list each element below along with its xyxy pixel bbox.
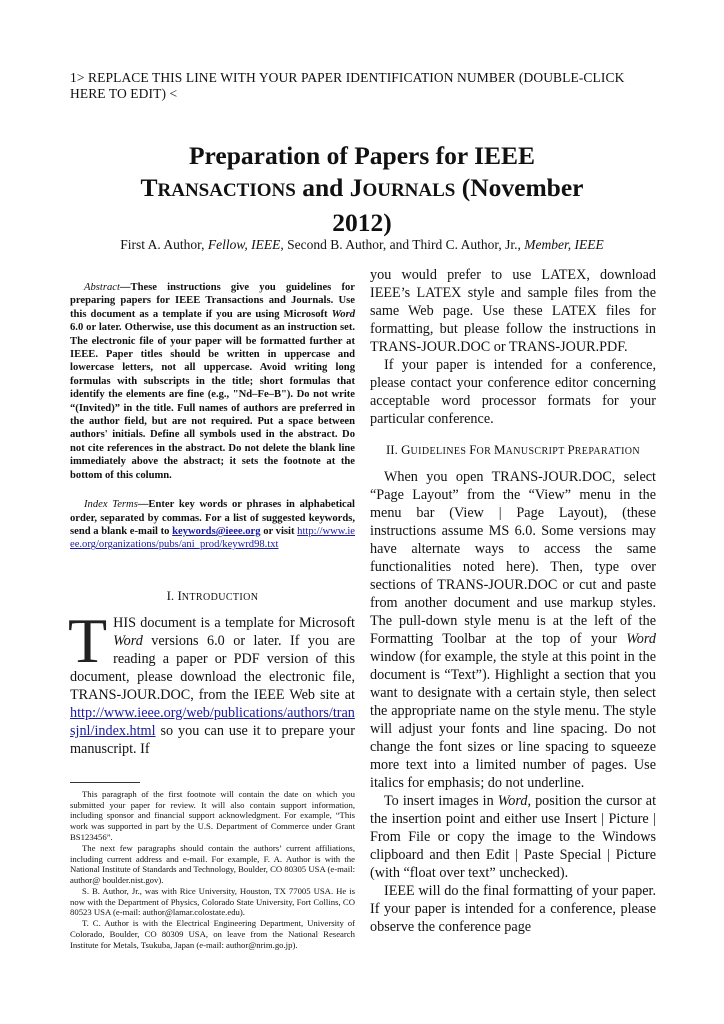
body-paragraph: To insert images in Word, position the cursor at the insertion point and either use Insert | Picture | From File or copy the image to the Windows clipboard and then Edit | Paste Special | Picture (with “float over text” unchecked). (370, 793, 657, 881)
ieee-web-link[interactable]: http://www.ieee.org/web/publications/authors/transjnl/index.html (70, 704, 355, 739)
left-column (70, 266, 355, 951)
keywords-url-link[interactable]: http://www.ieee.org/organizations/pubs/ani_prod/keywrd98.txt (70, 525, 356, 551)
drop-cap: T (68, 604, 108, 676)
body-paragraph: If your paper is intended for a conference, please contact your conference editor concerning acceptable word processor formats for your particular conference. (370, 357, 656, 427)
title-line-2: TRANSACTIONS and JOURNALS (November (140, 173, 584, 202)
author-line: First A. Author, Fellow, IEEE, Second B. Author, and Third C. Author, Jr., Member, IEEE (120, 237, 604, 252)
footnote-item: S. B. Author, Jr., was with Rice University, Houston, TX 77005 USA. He is now with the Department of Physics, Colorado State University, Fort Collins, CO 80523 USA (e-mail: author@lamar.colostate.edu). (70, 885, 355, 918)
body-paragraph: When you open TRANS-JOUR.DOC, select “Page Layout” from the “View” menu in the menu bar (View | Page Layout), (these instructions assume MS 6.0. Some versions may have alternate ways to access the same functionalities noted here). Then, type over sections of TRANS-JOUR.DOC or cut and paste from another document and use markup styles. The pull-down style menu is at the left of the Formatting Toolbar at the top of your Word window (for example, the style at this point in the document is “Text”). Highlight a section that you want to designate with a certain style, then select the appropriate name on the style menu. The style will adjust your fonts and line spacing. Do not change the font sizes or line spacing to squeeze more text into a limited number of pages. Use italics for emphasis; do not underline. (370, 469, 656, 791)
footnote-item: T. C. Author is with the Electrical Engineering Department, University of Colorado, Boulder, CO 80309 USA, on leave from the National Research Institute for Metals, Tsukuba, Japan (e-mail: author@nrim.go.jp). (70, 918, 355, 950)
footnote-item: The next few paragraphs should contain the authors’ current affiliations, including current address and e-mail. For example, F. A. Author is with the National Institute of Standards and Technology, Boulder, CO 80305 USA (e-mail: author@ boulder.nist.gov). (70, 842, 355, 886)
footnote-divider (70, 782, 140, 783)
right-column (370, 266, 656, 936)
section-heading-guidelines: II. GUIDELINES FOR MANUSCRIPT PREPARATION (385, 442, 641, 457)
section-heading-introduction: I. INTRODUCTION (166, 587, 259, 603)
intro-paragraph: HIS document is a template for Microsoft Word versions 6.0 or later. If you are reading a paper or PDF version of this document, please download the electronic file, TRANS-JOUR.DOC, from the IEEE Web site at http://www.ieee.org/web/publications/authors/transjnl/index.html so you can use it to prepare your manuscript. If (70, 614, 355, 757)
running-header[interactable]: 1> REPLACE THIS LINE WITH YOUR PAPER IDENTIFICATION NUMBER (DOUBLE-CLICK HERE TO EDIT) < (70, 70, 625, 101)
title-line-1: Preparation of Papers for IEEE (188, 141, 536, 170)
paper-title (60, 140, 664, 239)
keywords-email-link[interactable]: keywords@ieee.org (172, 525, 261, 537)
abstract: Abstract—These instructions give you guidelines for preparing papers for IEEE Transactions and Journals. Use this document as a template if you are using Microsoft Word 6.0 or later. Otherwise, use this document as an instruction set. The electronic file of your paper will be formatted further at IEEE. Paper titles should be written in uppercase and lowercase letters, not all uppercase. Avoid writing long formulas with subscripts in the title; short formulas that identify the elements are fine (e.g., "Nd–Fe–B"). Do not write “(Invited)” in the title. Full names of authors are preferred in the author field, but are not required. Put a space between authors' initials. Define all symbols used in the abstract. Do not cite references in the abstract. Do not delete the blank line immediately above the abstract; it sets the footnote at the bottom of this column. (70, 282, 355, 481)
body-paragraph: IEEE will do the final formatting of your paper. If your paper is intended for a conference, please observe the conference page (370, 883, 656, 935)
introduction-body (68, 604, 355, 758)
footnote-item: This paragraph of the first footnote will contain the date on which you submitted your paper for review. It will also contain support information, including sponsor and financial support acknowledgment. For example, “This work was supported in part by the U.S. Department of Commerce under Grant BS123456”. (70, 788, 355, 842)
body-paragraph: you would prefer to use LATEX, download IEEE’s LATEX style and sample files from the same Web page. Use these LATEX files for formatting, but please follow the instructions in TRANS-JOUR.DOC or TRANS-JOUR.PDF. (370, 267, 656, 355)
title-line-3: 2012) (332, 208, 392, 237)
index-terms: Index Terms—Enter key words or phrases in alphabetical order, separated by commas. For a list of suggested keywords, send a blank e-mail to keywords@ieee.org or visit http://www.ieee.org/organizations/pubs/ani_prod/keywrd98.txt (70, 499, 356, 551)
